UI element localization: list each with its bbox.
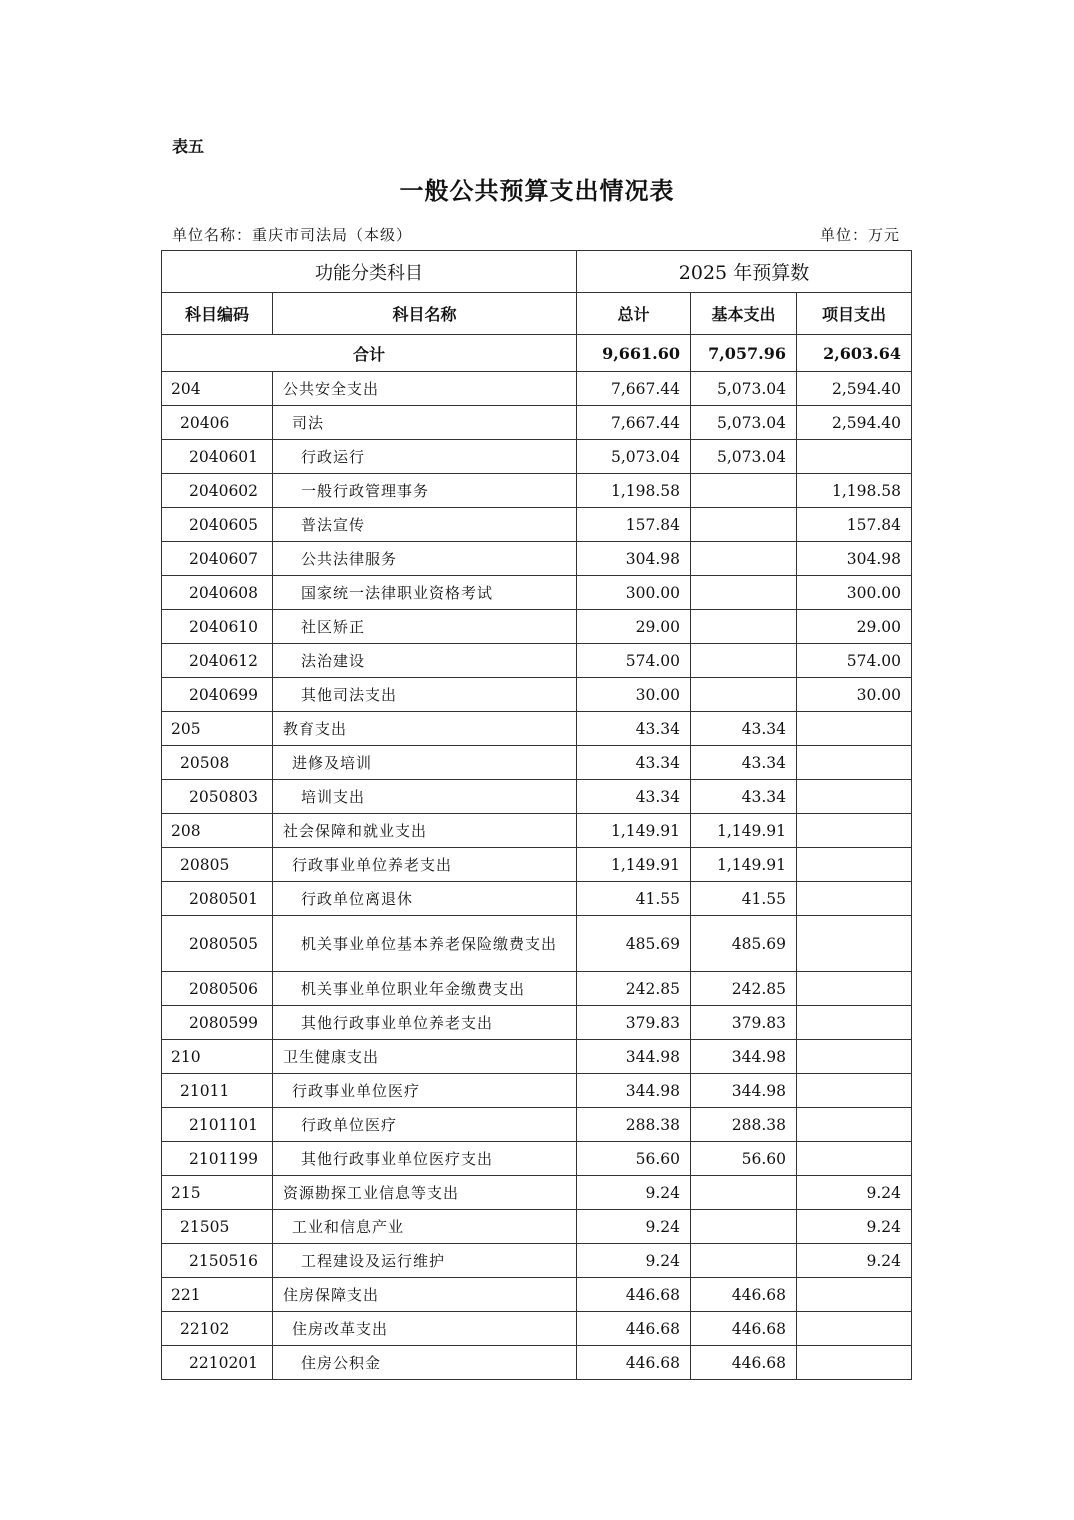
subject-code: 2040699 <box>162 678 273 712</box>
category-group-header: 功能分类科目 <box>162 251 577 293</box>
subject-code: 2040612 <box>162 644 273 678</box>
subject-code: 21505 <box>162 1210 273 1244</box>
project-cell <box>797 780 912 814</box>
project-cell: 9.24 <box>797 1210 912 1244</box>
table-row <box>162 576 912 610</box>
total-cell: 446.68 <box>577 1278 691 1312</box>
subject-name: 住房改革支出 <box>273 1312 577 1346</box>
subject-name: 工程建设及运行维护 <box>273 1244 577 1278</box>
subject-code: 20805 <box>162 848 273 882</box>
table-row <box>162 610 912 644</box>
basic-cell: 446.68 <box>691 1312 797 1346</box>
subject-name: 一般行政管理事务 <box>273 474 577 508</box>
table-row <box>162 848 912 882</box>
total-cell: 41.55 <box>577 882 691 916</box>
basic-cell <box>691 644 797 678</box>
subject-code: 205 <box>162 712 273 746</box>
basic-cell <box>691 1244 797 1278</box>
total-cell: 344.98 <box>577 1074 691 1108</box>
subject-code: 2040607 <box>162 542 273 576</box>
subject-name: 机关事业单位职业年金缴费支出 <box>273 972 577 1006</box>
subject-name: 工业和信息产业 <box>273 1210 577 1244</box>
basic-cell <box>691 1176 797 1210</box>
project-cell <box>797 1312 912 1346</box>
basic-cell: 446.68 <box>691 1278 797 1312</box>
name-column-header: 科目名称 <box>273 293 577 335</box>
total-label: 合计 <box>162 335 577 372</box>
total-cell: 1,198.58 <box>577 474 691 508</box>
basic-cell: 1,149.91 <box>691 848 797 882</box>
table-row <box>162 1108 912 1142</box>
table-row <box>162 644 912 678</box>
basic-cell <box>691 542 797 576</box>
table-row <box>162 972 912 1006</box>
budget-group-header: 2025 年预算数 <box>577 251 912 293</box>
total-cell: 43.34 <box>577 746 691 780</box>
project-cell: 1,198.58 <box>797 474 912 508</box>
code-column-header: 科目编码 <box>162 293 273 335</box>
project-column-header: 项目支出 <box>797 293 912 335</box>
total-cell: 344.98 <box>577 1040 691 1074</box>
table-row <box>162 1142 912 1176</box>
total-cell: 304.98 <box>577 542 691 576</box>
table-row <box>162 712 912 746</box>
subject-code: 22102 <box>162 1312 273 1346</box>
subject-code: 2050803 <box>162 780 273 814</box>
basic-cell <box>691 1210 797 1244</box>
table-label: 表五 <box>172 137 205 156</box>
basic-cell: 379.83 <box>691 1006 797 1040</box>
subject-name: 行政事业单位医疗 <box>273 1074 577 1108</box>
subject-code: 21011 <box>162 1074 273 1108</box>
subject-name: 培训支出 <box>273 780 577 814</box>
subject-code: 2080501 <box>162 882 273 916</box>
subject-code: 2040608 <box>162 576 273 610</box>
subject-name: 进修及培训 <box>273 746 577 780</box>
project-cell <box>797 916 912 972</box>
project-cell <box>797 882 912 916</box>
basic-cell: 446.68 <box>691 1346 797 1380</box>
basic-cell <box>691 576 797 610</box>
basic-cell: 344.98 <box>691 1074 797 1108</box>
table-row <box>162 678 912 712</box>
basic-cell: 41.55 <box>691 882 797 916</box>
total-cell: 288.38 <box>577 1108 691 1142</box>
total-cell: 7,667.44 <box>577 406 691 440</box>
project-cell <box>797 1040 912 1074</box>
basic-cell: 43.34 <box>691 712 797 746</box>
project-cell: 304.98 <box>797 542 912 576</box>
total-project: 2,603.64 <box>797 335 912 372</box>
basic-cell <box>691 678 797 712</box>
table-row <box>162 916 912 972</box>
basic-cell: 5,073.04 <box>691 440 797 474</box>
subject-code: 208 <box>162 814 273 848</box>
subject-name: 公共法律服务 <box>273 542 577 576</box>
project-cell <box>797 1108 912 1142</box>
project-cell <box>797 1074 912 1108</box>
subject-code: 2101101 <box>162 1108 273 1142</box>
table-row <box>162 814 912 848</box>
basic-cell: 242.85 <box>691 972 797 1006</box>
table-row <box>162 508 912 542</box>
project-cell <box>797 1142 912 1176</box>
table-row <box>162 542 912 576</box>
table-row <box>162 406 912 440</box>
subject-code: 2150516 <box>162 1244 273 1278</box>
table-row <box>162 372 912 406</box>
subject-name: 行政运行 <box>273 440 577 474</box>
subject-code: 2040601 <box>162 440 273 474</box>
unit-name: 单位名称：重庆市司法局（本级） <box>172 226 413 244</box>
subject-code: 221 <box>162 1278 273 1312</box>
subject-name: 其他行政事业单位医疗支出 <box>273 1142 577 1176</box>
basic-cell: 5,073.04 <box>691 372 797 406</box>
subject-code: 2101199 <box>162 1142 273 1176</box>
subject-code: 2040602 <box>162 474 273 508</box>
table-row <box>162 1346 912 1380</box>
subject-code: 2040605 <box>162 508 273 542</box>
table-row <box>162 780 912 814</box>
page-title: 一般公共预算支出情况表 <box>399 177 675 205</box>
total-row <box>162 335 912 372</box>
subject-code: 2210201 <box>162 1346 273 1380</box>
total-cell: 446.68 <box>577 1312 691 1346</box>
subject-name: 法治建设 <box>273 644 577 678</box>
subject-name: 卫生健康支出 <box>273 1040 577 1074</box>
basic-cell: 43.34 <box>691 746 797 780</box>
subject-code: 210 <box>162 1040 273 1074</box>
subject-name: 普法宣传 <box>273 508 577 542</box>
total-cell: 379.83 <box>577 1006 691 1040</box>
basic-cell <box>691 508 797 542</box>
total-cell: 485.69 <box>577 916 691 972</box>
project-cell: 157.84 <box>797 508 912 542</box>
project-cell <box>797 440 912 474</box>
project-cell: 30.00 <box>797 678 912 712</box>
subject-name: 其他行政事业单位养老支出 <box>273 1006 577 1040</box>
group-header-row <box>162 251 912 293</box>
table-row <box>162 1074 912 1108</box>
project-cell: 9.24 <box>797 1176 912 1210</box>
basic-cell: 5,073.04 <box>691 406 797 440</box>
subject-name: 教育支出 <box>273 712 577 746</box>
total-cell: 7,667.44 <box>577 372 691 406</box>
project-cell <box>797 746 912 780</box>
subject-name: 社区矫正 <box>273 610 577 644</box>
subject-name: 国家统一法律职业资格考试 <box>273 576 577 610</box>
table-row <box>162 882 912 916</box>
project-cell <box>797 1346 912 1380</box>
project-cell <box>797 712 912 746</box>
project-cell <box>797 1006 912 1040</box>
subject-code: 2040610 <box>162 610 273 644</box>
total-cell: 30.00 <box>577 678 691 712</box>
subject-code: 215 <box>162 1176 273 1210</box>
basic-cell: 1,149.91 <box>691 814 797 848</box>
subject-code: 2080599 <box>162 1006 273 1040</box>
basic-cell: 56.60 <box>691 1142 797 1176</box>
subject-name: 资源勘探工业信息等支出 <box>273 1176 577 1210</box>
subject-name: 住房公积金 <box>273 1346 577 1380</box>
total-basic: 7,057.96 <box>691 335 797 372</box>
subject-name: 其他司法支出 <box>273 678 577 712</box>
subject-name: 住房保障支出 <box>273 1278 577 1312</box>
total-cell: 242.85 <box>577 972 691 1006</box>
total-cell: 157.84 <box>577 508 691 542</box>
basic-cell: 485.69 <box>691 916 797 972</box>
total-cell: 1,149.91 <box>577 848 691 882</box>
project-cell <box>797 814 912 848</box>
subject-code: 2080505 <box>162 916 273 972</box>
table-row <box>162 746 912 780</box>
total-column-header: 总计 <box>577 293 691 335</box>
table-row <box>162 440 912 474</box>
subject-name: 公共安全支出 <box>273 372 577 406</box>
total-cell: 574.00 <box>577 644 691 678</box>
subject-code: 204 <box>162 372 273 406</box>
basic-cell: 43.34 <box>691 780 797 814</box>
project-cell: 2,594.40 <box>797 406 912 440</box>
project-cell: 2,594.40 <box>797 372 912 406</box>
basic-cell <box>691 610 797 644</box>
table-row <box>162 1244 912 1278</box>
subject-code: 2080506 <box>162 972 273 1006</box>
total-cell: 9.24 <box>577 1244 691 1278</box>
subject-name: 机关事业单位基本养老保险缴费支出 <box>273 916 577 972</box>
project-cell: 300.00 <box>797 576 912 610</box>
table-row <box>162 1040 912 1074</box>
project-cell <box>797 848 912 882</box>
total-cell: 29.00 <box>577 610 691 644</box>
total-cell: 5,073.04 <box>577 440 691 474</box>
subject-code: 20508 <box>162 746 273 780</box>
currency-unit: 单位：万元 <box>819 226 900 244</box>
table-row <box>162 1278 912 1312</box>
table-row <box>162 474 912 508</box>
total-cell: 56.60 <box>577 1142 691 1176</box>
total-cell: 9.24 <box>577 1176 691 1210</box>
basic-cell: 288.38 <box>691 1108 797 1142</box>
budget-table <box>161 250 912 1380</box>
subject-name: 行政单位医疗 <box>273 1108 577 1142</box>
table-row <box>162 1006 912 1040</box>
column-header-row <box>162 293 912 335</box>
table-row <box>162 1210 912 1244</box>
total-cell: 9.24 <box>577 1210 691 1244</box>
subject-name: 行政事业单位养老支出 <box>273 848 577 882</box>
total-cell: 446.68 <box>577 1346 691 1380</box>
project-cell <box>797 1278 912 1312</box>
total-cell: 43.34 <box>577 712 691 746</box>
basic-column-header: 基本支出 <box>691 293 797 335</box>
subject-name: 行政单位离退休 <box>273 882 577 916</box>
project-cell: 9.24 <box>797 1244 912 1278</box>
total-cell: 300.00 <box>577 576 691 610</box>
basic-cell <box>691 474 797 508</box>
basic-cell: 344.98 <box>691 1040 797 1074</box>
subject-name: 社会保障和就业支出 <box>273 814 577 848</box>
project-cell: 574.00 <box>797 644 912 678</box>
table-row <box>162 1176 912 1210</box>
project-cell <box>797 972 912 1006</box>
total-cell: 43.34 <box>577 780 691 814</box>
project-cell: 29.00 <box>797 610 912 644</box>
subject-name: 司法 <box>273 406 577 440</box>
table-row <box>162 1312 912 1346</box>
subject-code: 20406 <box>162 406 273 440</box>
total-amount: 9,661.60 <box>577 335 691 372</box>
total-cell: 1,149.91 <box>577 814 691 848</box>
